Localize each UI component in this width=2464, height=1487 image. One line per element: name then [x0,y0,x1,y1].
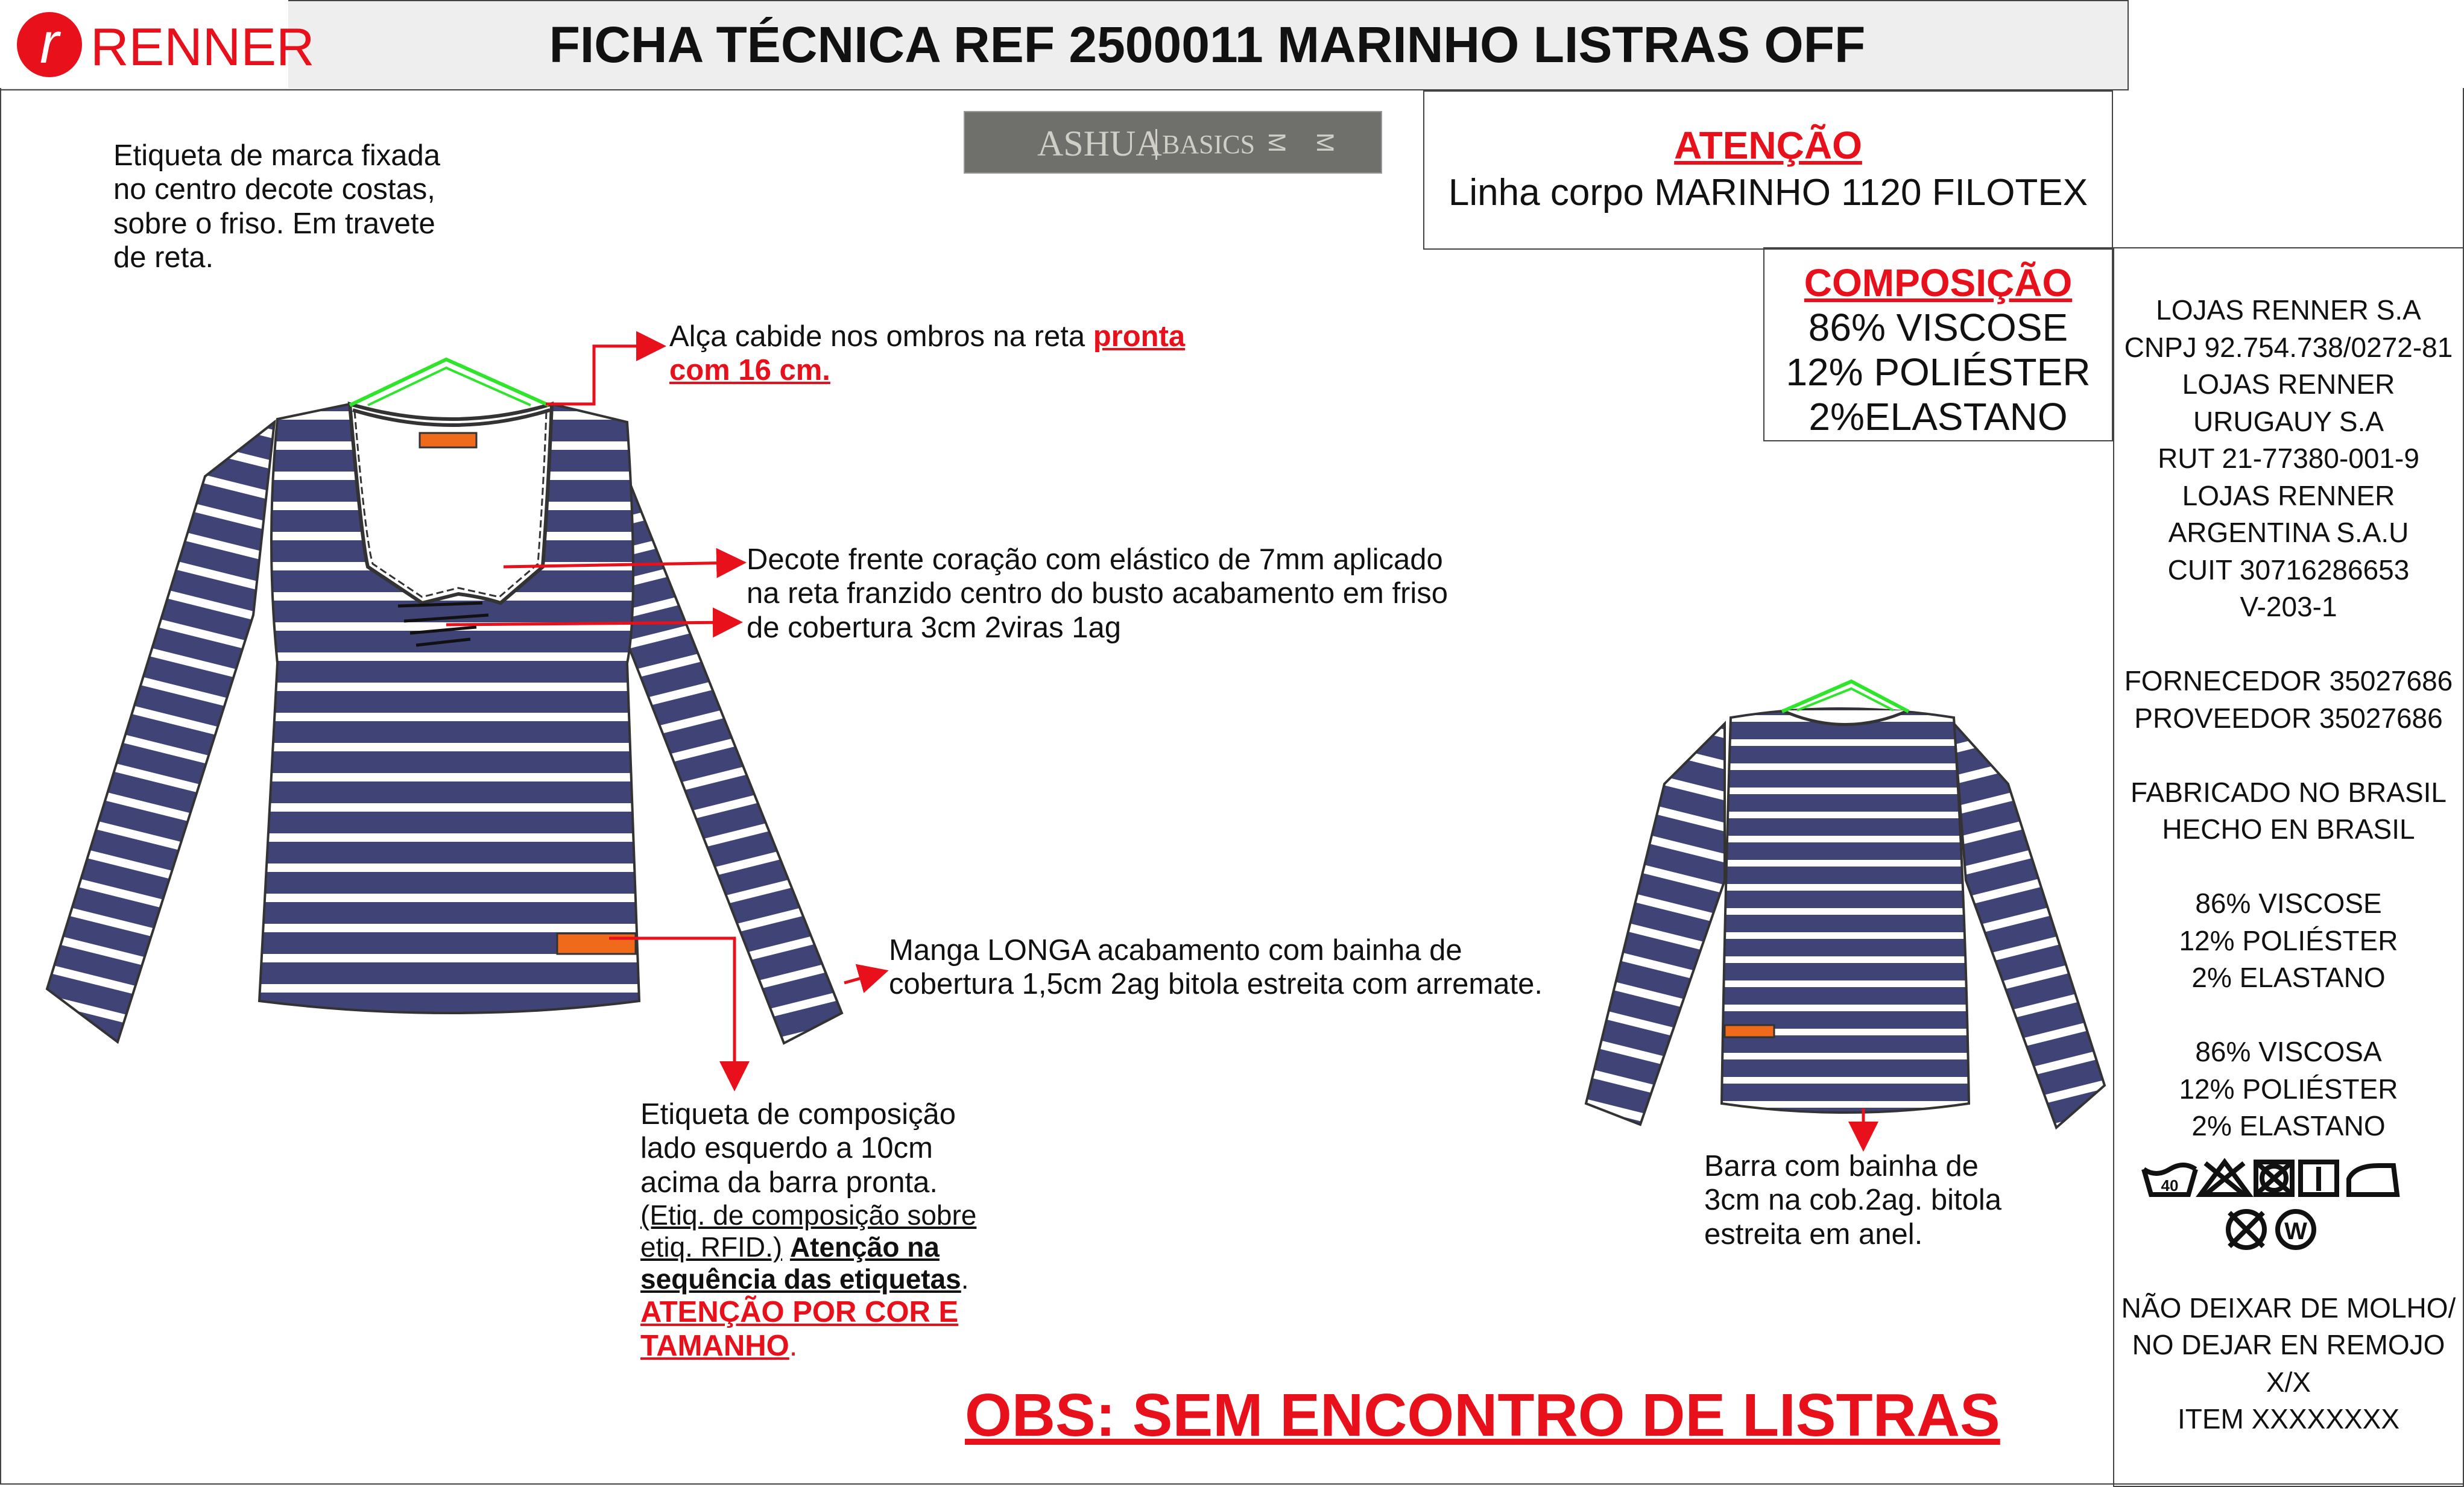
back-composition-label [1725,1025,1774,1037]
brand-tag-size1: M [1263,132,1290,153]
no-dry-clean-icon [2228,1211,2264,1248]
note-fragment: . [789,1330,798,1363]
note-line: Barra com bainha de [1704,1150,1979,1182]
care-bottom-line: NO DEJAR EN REMOJO [2132,1329,2445,1360]
iron-low-icon [2349,1166,2397,1195]
note-line: Manga LONGA acabamento com bainha de [889,934,1462,967]
front-garment [47,359,842,1043]
drip-dry-icon [2301,1162,2337,1195]
note-line: no centro decote costas, [113,173,435,206]
note-line: Etiqueta de marca fixada [113,139,441,172]
care-line: FORNECEDOR 35027686 [2124,665,2453,696]
note-fragment: . [961,1263,969,1295]
note-line: estreita em anel. [1704,1217,1923,1251]
brand-tag-size2: M [1312,132,1339,153]
front-left-sleeve [47,422,274,1042]
wash-temp: 40 [2161,1176,2179,1195]
care-line: CNPJ 92.754.738/0272-81 [2124,331,2453,363]
care-line: PROVEEDOR 35027686 [2134,702,2443,734]
note-fragment: TAMANHO [640,1330,789,1363]
wet-clean-icon [2278,1211,2314,1248]
logo-text: RENNER [90,17,315,77]
care-line: 12% POLIÉSTER [2179,924,2398,956]
care-symbols [2138,1157,2439,1254]
no-bleach-icon [2200,1162,2249,1195]
note-line: ATENÇÃO POR COR E [640,1295,959,1328]
care-line: HECHO EN BRASIL [2162,813,2415,845]
note-line: de reta. [113,241,214,274]
hanger-highlight-2: com 16 cm. [669,354,830,387]
composition-line-3: 2%ELASTANO [1809,395,2068,438]
back-body [1722,709,1969,1113]
care-line: LOJAS RENNER S.A [2156,294,2421,326]
note-line: acima da barra pronta. [640,1166,938,1199]
composition-title: COMPOSIÇÃO [1804,261,2073,305]
care-line: LOJAS RENNER [2182,479,2395,511]
front-composition-label [557,933,636,954]
note-line: sobre o friso. Em travete [113,207,435,240]
care-bottom-line: X/X [2266,1366,2311,1398]
hanger-arrow [546,346,660,404]
care-bottom-line: ITEM XXXXXXXX [2177,1403,2400,1435]
hanger-highlight-1: pronta [1093,320,1186,353]
note-line: (Etiq. de composição sobre [640,1199,977,1231]
care-line: ARGENTINA S.A.U [2168,517,2409,548]
care-line: LOJAS RENNER [2182,368,2395,400]
note-line: na reta franzido centro do busto acabamento em friso [747,577,1448,610]
care-line: 86% VISCOSE [2195,888,2382,919]
composition-line-2: 12% POLIÉSTER [1786,350,2091,394]
care-line: 86% VISCOSA [2195,1036,2382,1067]
sleeve-arrow [844,972,883,983]
attention-title: ATENÇÃO [1674,124,1862,167]
care-line: RUT 21-77380-001-9 [2158,443,2419,474]
care-line: URUGAUY S.A [2193,405,2384,437]
care-line: FABRICADO NO BRASIL [2130,776,2447,808]
care-line: 2% ELASTANO [2191,962,2386,993]
obs-note: OBS: SEM ENCONTRO DE LISTRAS [965,1381,2000,1449]
wash-40-icon [2144,1165,2196,1195]
note-line: Decote frente coração com elástico de 7mm aplicado [747,543,1443,576]
brand-tag-brand: ASHUA [1037,124,1162,163]
back-garment [1586,681,2105,1128]
note-fragment: etiq. RFID.) [640,1231,783,1263]
note-fragment: sequência das etiquetas [640,1263,961,1295]
brand-tag-line: BASICS [1155,129,1255,160]
note-line: 3cm na cob.2ag. bitola [1704,1184,2002,1217]
note-line: de cobertura 3cm 2viras 1ag [747,611,1121,644]
note-line: lado esquerdo a 10cm [640,1132,933,1165]
attention-text: Linha corpo MARINHO 1120 FILOTEX [1448,172,2088,213]
note-line: cobertura 1,5cm 2ag bitola estreita com arremate. [889,968,1543,1001]
front-brand-label [420,433,476,447]
note-fragment: Atenção na [789,1231,940,1263]
hanger-text: Alça cabide nos ombros na reta [669,320,1093,353]
back-right-sleeve [1954,724,2105,1128]
care-line: V-203-1 [2240,591,2337,622]
care-line: CUIT 30716286653 [2167,554,2410,586]
svg-text:W: W [2284,1217,2307,1245]
no-tumble-dry-icon [2256,1162,2292,1195]
care-label [2113,247,2464,1487]
care-line: 2% ELASTANO [2191,1110,2386,1141]
logo-letter: r [40,11,59,75]
page-title: FICHA TÉCNICA REF 2500011 MARINHO LISTRAS OFF [549,16,1866,73]
composition-line-1: 86% VISCOSE [1808,306,2068,349]
care-line: 12% POLIÉSTER [2179,1073,2398,1105]
care-bottom-line: NÃO DEIXAR DE MOLHO/ [2121,1292,2456,1324]
note-line: Etiqueta de composição [640,1098,956,1131]
back-left-sleeve [1586,724,1725,1125]
